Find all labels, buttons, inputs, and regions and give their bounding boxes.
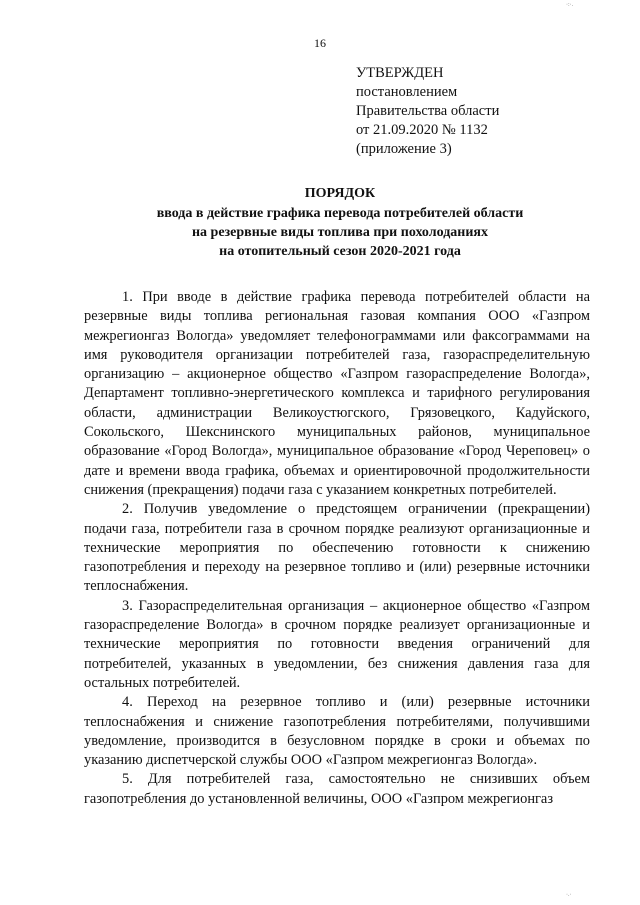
paragraph-1: 1. При вводе в действие графика перевода потребителей области на резервные виды топлива региональная газовая компания ООО «Газпром межрегионгаз Вологда» уведомляет телефонограммами или факсограммами на имя руководителя организации потребителей газа, газораспределительную организацию – акционерное общество «Газпром газораспределение Вологда», Департамент топливно-энергетического комплекса и тарифного регулирования области, администрации Великоустюгского, Грязовецкого, Кадуйского, Сокольского, Шекснинского муниципальных районов, муниципальное образование «Город Вологда», муниципальное образование «Город Череповец» о дате и времени ввода графика, объемах и ориентировочной продолжительности снижения (прекращения) подачи газа с указанием конкретных потребителей. xyxy=(84,289,590,498)
approval-line: УТВЕРЖДЕН xyxy=(356,65,444,81)
paragraph-4: 4. Переход на резервное топливо и (или) резервные источники теплоснабжения и снижение газопотребления потребителями, получившими уведомление, производится в безусловном порядке в сроки и объемах по указанию диспетчерской службы ООО «Газпром межрегионгаз Вологда». xyxy=(84,694,590,769)
approval-line: от 21.09.2020 № 1132 xyxy=(356,122,488,138)
scan-mark: ·.· xyxy=(566,892,572,898)
title-heading: ПОРЯДОК xyxy=(304,186,376,201)
approval-line: Правительства области xyxy=(356,103,500,119)
scan-mark: ·:·. xyxy=(566,2,574,8)
paragraph-5: 5. Для потребителей газа, самостоятельно не снизивших объем газопотребления до установленной величины, ООО «Газпром межрегионгаз xyxy=(84,771,590,807)
paragraph-2: 2. Получив уведомление о предстоящем ограничении (прекращении) подачи газа, потребители газа в срочном порядке реализуют организационные и технические мероприятия по обеспечению готовности к снижению газопотребления и переходу на резервное топливо и (или) резервные источники теплоснабжения. xyxy=(84,501,590,595)
approval-line: постановлением xyxy=(356,84,458,100)
approval-stamp xyxy=(356,64,499,159)
approval-line: (приложение 3) xyxy=(356,141,452,157)
paragraph-3: 3. Газораспределительная организация – акционерное общество «Газпром газораспределение Вологда» в срочном порядке реализует организационные и технические мероприятия по готовности введения ограничений для потребителей, указанных в уведомлении, без снижения давления газа для остальных потребителей. xyxy=(84,597,590,691)
document-body xyxy=(84,288,590,809)
page-number: 16 xyxy=(314,36,326,50)
title-line: на отопительный сезон 2020-2021 года xyxy=(219,244,461,259)
document-title xyxy=(60,184,620,261)
title-line: на резервные виды топлива при похолоданиях xyxy=(191,225,488,240)
title-line: ввода в действие графика перевода потребителей области xyxy=(156,206,524,221)
